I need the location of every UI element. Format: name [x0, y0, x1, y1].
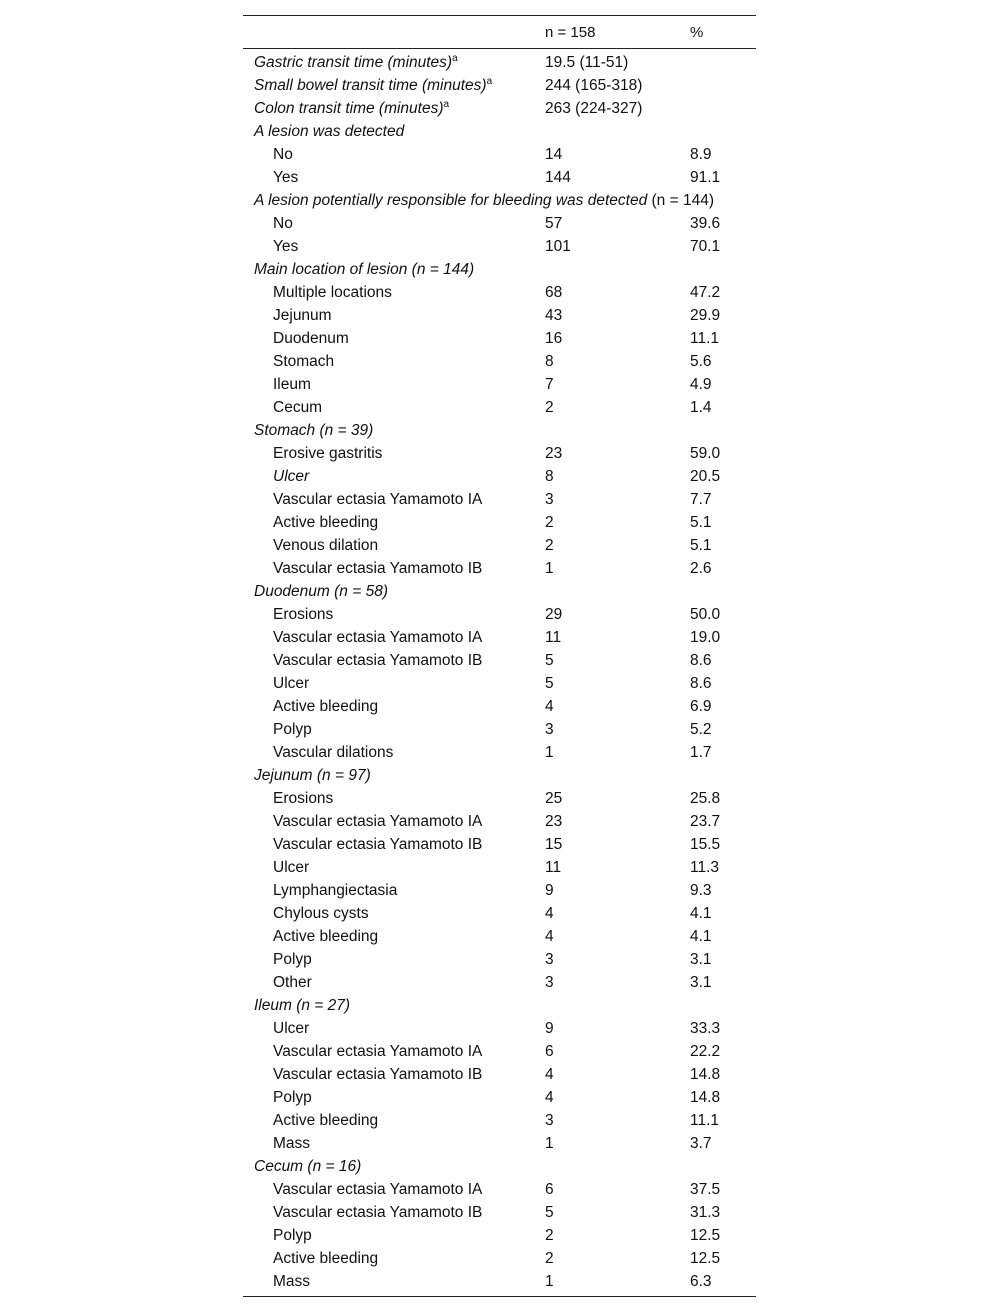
- row-label: Active bleeding: [273, 514, 379, 531]
- row-percent-value: 25.8: [690, 790, 721, 807]
- table-row: [243, 1109, 756, 1132]
- row-n-value: 1: [545, 1273, 554, 1290]
- table-row: [243, 879, 756, 902]
- row-label: Erosions: [273, 606, 334, 623]
- row-percent-value: 50.0: [690, 606, 721, 623]
- row-n-value: 6: [545, 1043, 554, 1060]
- row-percent-value: 5.6: [690, 353, 712, 370]
- row-n-value: 3: [545, 1112, 554, 1129]
- table-row: [243, 971, 756, 994]
- row-n-value: 144: [545, 169, 571, 186]
- table-row: [243, 442, 756, 465]
- row-percent-value: 14.8: [690, 1066, 721, 1083]
- row-n-value: 23: [545, 813, 563, 830]
- table-row: [243, 281, 756, 304]
- table-row: [243, 1178, 756, 1201]
- row-label: No: [273, 146, 293, 163]
- row-label: Vascular ectasia Yamamoto IA: [273, 491, 483, 508]
- row-percent-value: 5.2: [690, 721, 712, 738]
- row-percent-value: 9.3: [690, 882, 712, 899]
- table-row: [243, 856, 756, 879]
- row-n-value: 8: [545, 468, 554, 485]
- row-label: Yes: [273, 238, 299, 255]
- table-row: [243, 373, 756, 396]
- table-row: [243, 1201, 756, 1224]
- row-percent-value: 8.9: [690, 146, 712, 163]
- row-label: Vascular ectasia Yamamoto IA: [273, 629, 483, 646]
- row-label: Vascular ectasia Yamamoto IA: [273, 813, 483, 830]
- row-percent-value: 20.5: [690, 468, 721, 485]
- table-row: [243, 649, 756, 672]
- table-row: [243, 672, 756, 695]
- row-n-value: 1: [545, 744, 554, 761]
- table-row: [243, 718, 756, 741]
- row-n-value: 5: [545, 652, 554, 669]
- row-label: Vascular ectasia Yamamoto IA: [273, 1043, 483, 1060]
- row-n-value: 4: [545, 1066, 554, 1083]
- row-percent-value: 47.2: [690, 284, 721, 301]
- row-percent-value: 70.1: [690, 238, 721, 255]
- table-row: [243, 948, 756, 971]
- row-percent-value: 15.5: [690, 836, 721, 853]
- row-label: Ulcer: [273, 468, 310, 485]
- table-section-row: [243, 97, 756, 120]
- row-n-value: 11: [545, 629, 562, 646]
- row-label: Mass: [273, 1135, 311, 1152]
- row-n-value: 5: [545, 675, 554, 692]
- row-percent-value: 33.3: [690, 1020, 721, 1037]
- row-percent-value: 22.2: [690, 1043, 721, 1060]
- table-section-row: [243, 1155, 756, 1178]
- table-row: [243, 741, 756, 764]
- row-label: Ileum: [273, 376, 311, 393]
- row-n-value: 25: [545, 790, 563, 807]
- row-n-value: 263 (224-327): [545, 100, 643, 117]
- row-label: No: [273, 215, 293, 232]
- table-row: [243, 1086, 756, 1109]
- table-row: [243, 235, 756, 258]
- table-section-row: [243, 419, 756, 442]
- row-n-value: 15: [545, 836, 563, 853]
- row-label: Vascular ectasia Yamamoto IA: [273, 1181, 483, 1198]
- table-section-row: [243, 994, 756, 1017]
- row-label: Stomach (n = 39): [254, 422, 374, 439]
- row-percent-value: 11.3: [690, 859, 720, 876]
- table-row: [243, 833, 756, 856]
- table-body: [243, 49, 756, 1296]
- row-label: Polyp: [273, 721, 312, 738]
- row-label: Erosive gastritis: [273, 445, 383, 462]
- row-label: Active bleeding: [273, 1112, 379, 1129]
- row-percent-value: 4.1: [690, 905, 712, 922]
- row-label: Vascular dilations: [273, 744, 394, 761]
- row-label: Polyp: [273, 1227, 312, 1244]
- footnote-marker: a: [486, 75, 493, 87]
- table-header: [243, 16, 756, 48]
- row-n-value: 57: [545, 215, 563, 232]
- row-label: Vascular ectasia Yamamoto IB: [273, 652, 483, 669]
- table-section-row: [243, 580, 756, 603]
- row-percent-value: 11.1: [690, 330, 720, 347]
- row-label: Active bleeding: [273, 928, 379, 945]
- row-n-value: 2: [545, 514, 554, 531]
- table-row: [243, 1270, 756, 1293]
- row-label: Duodenum (n = 58): [254, 583, 388, 600]
- row-label: Colon transit time (minutes)$^a$: [254, 98, 450, 117]
- table-row: [243, 787, 756, 810]
- row-label: Ileum (n = 27): [254, 997, 351, 1014]
- table-section-row: [243, 120, 756, 143]
- row-label: Vascular ectasia Yamamoto IB: [273, 1204, 483, 1221]
- row-label: Jejunum: [273, 307, 332, 324]
- row-label: Multiple locations: [273, 284, 392, 301]
- row-n-value: 3: [545, 721, 554, 738]
- row-percent-value: 39.6: [690, 215, 721, 232]
- table-row: [243, 534, 756, 557]
- row-label: Gastric transit time (minutes)$^a$: [254, 52, 458, 71]
- row-percent-value: 5.1: [690, 537, 712, 554]
- row-percent-value: 19.0: [690, 629, 721, 646]
- row-percent-value: 23.7: [690, 813, 721, 830]
- table-row: [243, 304, 756, 327]
- row-label: Chylous cysts: [273, 905, 369, 922]
- row-n-value: 2: [545, 1250, 554, 1267]
- row-n-value: 16: [545, 330, 563, 347]
- row-percent-value: 4.1: [690, 928, 712, 945]
- header-n: n = 158: [545, 24, 596, 41]
- row-n-value: 7: [545, 376, 554, 393]
- footnote-marker: a: [443, 98, 450, 110]
- row-n-value: 3: [545, 974, 554, 991]
- row-label: Cecum (n = 16): [254, 1158, 362, 1175]
- table-row: [243, 1224, 756, 1247]
- row-percent-value: 31.3: [690, 1204, 721, 1221]
- row-n-value: 11: [545, 859, 562, 876]
- row-label: Polyp: [273, 951, 312, 968]
- row-n-value: 2: [545, 537, 554, 554]
- row-label: Cecum: [273, 399, 323, 416]
- row-label: Main location of lesion (n = 144): [254, 261, 475, 278]
- table-section-row: [243, 258, 756, 281]
- table-row: [243, 212, 756, 235]
- row-label: Jejunum (n = 97): [254, 767, 371, 784]
- row-n-value: 244 (165-318): [545, 77, 643, 94]
- row-percent-value: 1.4: [690, 399, 712, 416]
- table-row: [243, 143, 756, 166]
- table-row: [243, 557, 756, 580]
- row-n-value: 9: [545, 1020, 554, 1037]
- row-percent-value: 6.3: [690, 1273, 712, 1290]
- row-n-value: 4: [545, 905, 554, 922]
- row-n-value: 68: [545, 284, 563, 301]
- row-label: Ulcer: [273, 675, 310, 692]
- row-percent-value: 3.1: [690, 974, 712, 991]
- row-label: Vascular ectasia Yamamoto IB: [273, 1066, 483, 1083]
- row-percent-value: 1.7: [690, 744, 712, 761]
- row-percent-value: 5.1: [690, 514, 712, 531]
- table-row: [243, 327, 756, 350]
- row-percent-value: 3.1: [690, 951, 712, 968]
- row-n-value: 4: [545, 698, 554, 715]
- table-row: [243, 810, 756, 833]
- row-label: Stomach: [273, 353, 335, 370]
- table-row: [243, 1132, 756, 1155]
- row-label: Polyp: [273, 1089, 312, 1106]
- table-row: [243, 465, 756, 488]
- row-n-value: 3: [545, 951, 554, 968]
- row-percent-value: 12.5: [690, 1227, 721, 1244]
- row-percent-value: 8.6: [690, 675, 712, 692]
- row-n-value: 19.5 (11-51): [545, 54, 629, 71]
- table-row: [243, 166, 756, 189]
- row-label: Vascular ectasia Yamamoto IB: [273, 560, 483, 577]
- row-percent-value: 6.9: [690, 698, 712, 715]
- table-row: [243, 488, 756, 511]
- row-percent-value: 37.5: [690, 1181, 721, 1198]
- row-percent-value: 11.1: [690, 1112, 720, 1129]
- row-n-value: 8: [545, 353, 554, 370]
- row-percent-value: 7.7: [690, 491, 712, 508]
- table-row: [243, 1063, 756, 1086]
- row-label: Mass: [273, 1273, 311, 1290]
- row-percent-value: 3.7: [690, 1135, 712, 1152]
- table-section-row: [243, 74, 756, 97]
- results-table: [243, 15, 756, 1297]
- row-percent-value: 4.9: [690, 376, 712, 393]
- row-n-value: 9: [545, 882, 554, 899]
- table-row: [243, 626, 756, 649]
- table-section-row: [243, 764, 756, 787]
- row-n-value: 43: [545, 307, 563, 324]
- table-row: [243, 1040, 756, 1063]
- row-n-value: 4: [545, 928, 554, 945]
- row-n-value: 101: [545, 238, 571, 255]
- bottom-rule: [243, 1296, 756, 1297]
- table-row: [243, 350, 756, 373]
- row-label: Vascular ectasia Yamamoto IB: [273, 836, 483, 853]
- row-label: A lesion potentially responsible for bleeding was detected (n = 144): [254, 192, 714, 209]
- row-percent-value: 12.5: [690, 1250, 721, 1267]
- row-label: Active bleeding: [273, 698, 379, 715]
- table-row: [243, 603, 756, 626]
- row-n-value: 1: [545, 1135, 554, 1152]
- row-label: Ulcer: [273, 859, 310, 876]
- row-n-value: 5: [545, 1204, 554, 1221]
- row-n-value: 1: [545, 560, 554, 577]
- row-label: A lesion was detected: [254, 123, 405, 140]
- row-percent-value: 91.1: [690, 169, 721, 186]
- row-label: Erosions: [273, 790, 334, 807]
- row-n-value: 2: [545, 1227, 554, 1244]
- row-n-value: 3: [545, 491, 554, 508]
- row-label: Yes: [273, 169, 299, 186]
- table-row: [243, 511, 756, 534]
- row-percent-value: 59.0: [690, 445, 721, 462]
- table-row: [243, 1017, 756, 1040]
- table-row: [243, 396, 756, 419]
- table-section-row: [243, 189, 756, 212]
- row-label: Small bowel transit time (minutes)$^a$: [254, 75, 493, 94]
- row-percent-value: 8.6: [690, 652, 712, 669]
- row-label: Duodenum: [273, 330, 349, 347]
- footnote-marker: a: [452, 52, 458, 64]
- header-percent: %: [690, 24, 704, 41]
- row-label: Active bleeding: [273, 1250, 379, 1267]
- row-label: Other: [273, 974, 312, 991]
- row-percent-value: 29.9: [690, 307, 721, 324]
- row-n-value: 2: [545, 399, 554, 416]
- table-row: [243, 1247, 756, 1270]
- table-row: [243, 925, 756, 948]
- row-n-value: 4: [545, 1089, 554, 1106]
- row-percent-value: 2.6: [690, 560, 712, 577]
- row-label: Ulcer: [273, 1020, 310, 1037]
- row-n-value: 23: [545, 445, 563, 462]
- row-n-value: 29: [545, 606, 563, 623]
- table-row: [243, 902, 756, 925]
- table-section-row: [243, 51, 756, 74]
- row-n-value: 14: [545, 146, 563, 163]
- row-percent-value: 14.8: [690, 1089, 721, 1106]
- table-row: [243, 695, 756, 718]
- row-n-value: 6: [545, 1181, 554, 1198]
- row-label: Lymphangiectasia: [273, 882, 398, 899]
- row-label: Venous dilation: [273, 537, 379, 554]
